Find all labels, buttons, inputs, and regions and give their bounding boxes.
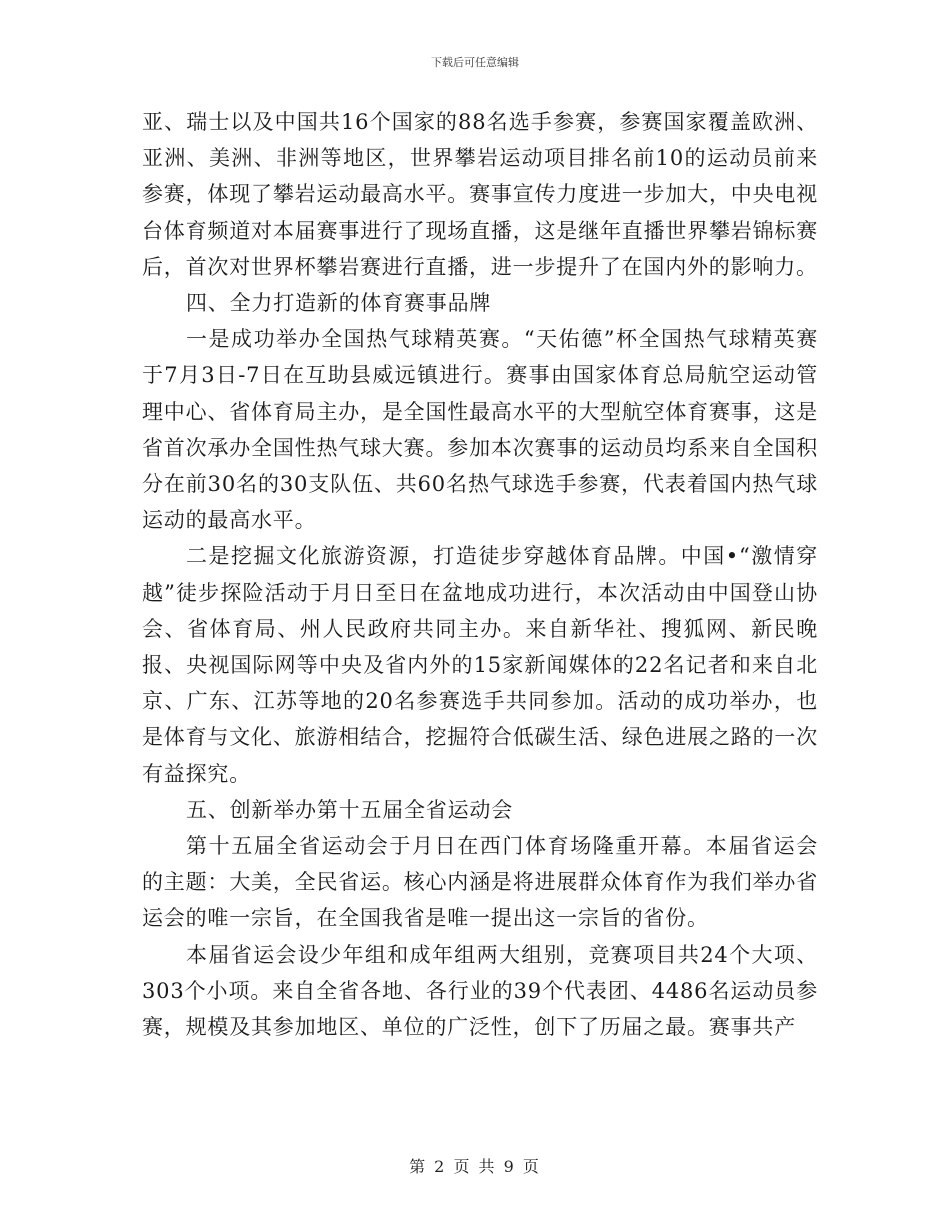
paragraph-games-scale: 本届省运会设少年组和成年组两大组别，竞赛项目共24个大项、303个小项。来自全省各地、各行业的39个代表团、4486名运动员参赛，规模及其参加地区、单位的广泛性，创下了历届之最。赛事共产 — [142, 942, 818, 1040]
paragraph-hot-air-balloon: 一是成功举办全国热气球精英赛。“天佑德”杯全国热气球精英赛于7月3日-7日在互助县威远镇进行。赛事由国家体育总局航空运动管理中心、省体育局主办，是全国性最高水平的大型航空体育赛事，这是省首次承办全国性热气球大赛。参加本次赛事的运动员均系来自全国积分在前30名的30支队伍、共60名热气球选手参赛，代表着国内热气球运动的最高水平。 — [142, 327, 818, 533]
paragraph-provincial-games: 第十五届全省运动会于月日在西门体育场隆重开幕。本届省运会的主题：大美，全民省运。核心内涵是将进展群众体育作为我们举办省运会的唯一宗旨，在全国我省是唯一提出这一宗旨的省份。 — [142, 834, 818, 931]
paragraph-continued: 亚、瑞士以及中国共16个国家的88名选手参赛，参赛国家覆盖欧洲、亚洲、美洲、非洲等地区，世界攀岩运动项目排名前10的运动员前来参赛，体现了攀岩运动最高水平。赛事宣传力度进一步加大，中央电视台体育频道对本届赛事进行了现场直播，这是继年直播世界攀岩锦标赛后，首次对世界杯攀岩赛进行直播，进一步提升了在国内外的影响力。 — [142, 110, 818, 279]
page-footer: 第 2 页 共 9 页 — [409, 1157, 541, 1176]
paragraph-hiking-brand: 二是挖掘文化旅游资源，打造徒步穿越体育品牌。中国•“激情穿越”徒步探险活动于月日至日在盆地成功进行，本次活动由中国登山协会、省体育局、州人民政府共同主办。来自新华社、搜狐网、新民晚报、央视国际网等中央及省内外的15家新闻媒体的22名记者和来自北京、广东、江苏等地的20名参赛选手共同参加。活动的成功举办，也是体育与文化、旅游相结合，挖掘符合低碳生活、绿色进展之路的一次有益探究。 — [142, 544, 818, 786]
page-header: 下载后可任意编辑 — [431, 56, 519, 69]
section-heading-4: 四、全力打造新的体育赛事品牌 — [186, 291, 492, 316]
document-body — [142, 104, 818, 1045]
section-heading-5: 五、创新举办第十五届全省运动会 — [186, 797, 513, 822]
